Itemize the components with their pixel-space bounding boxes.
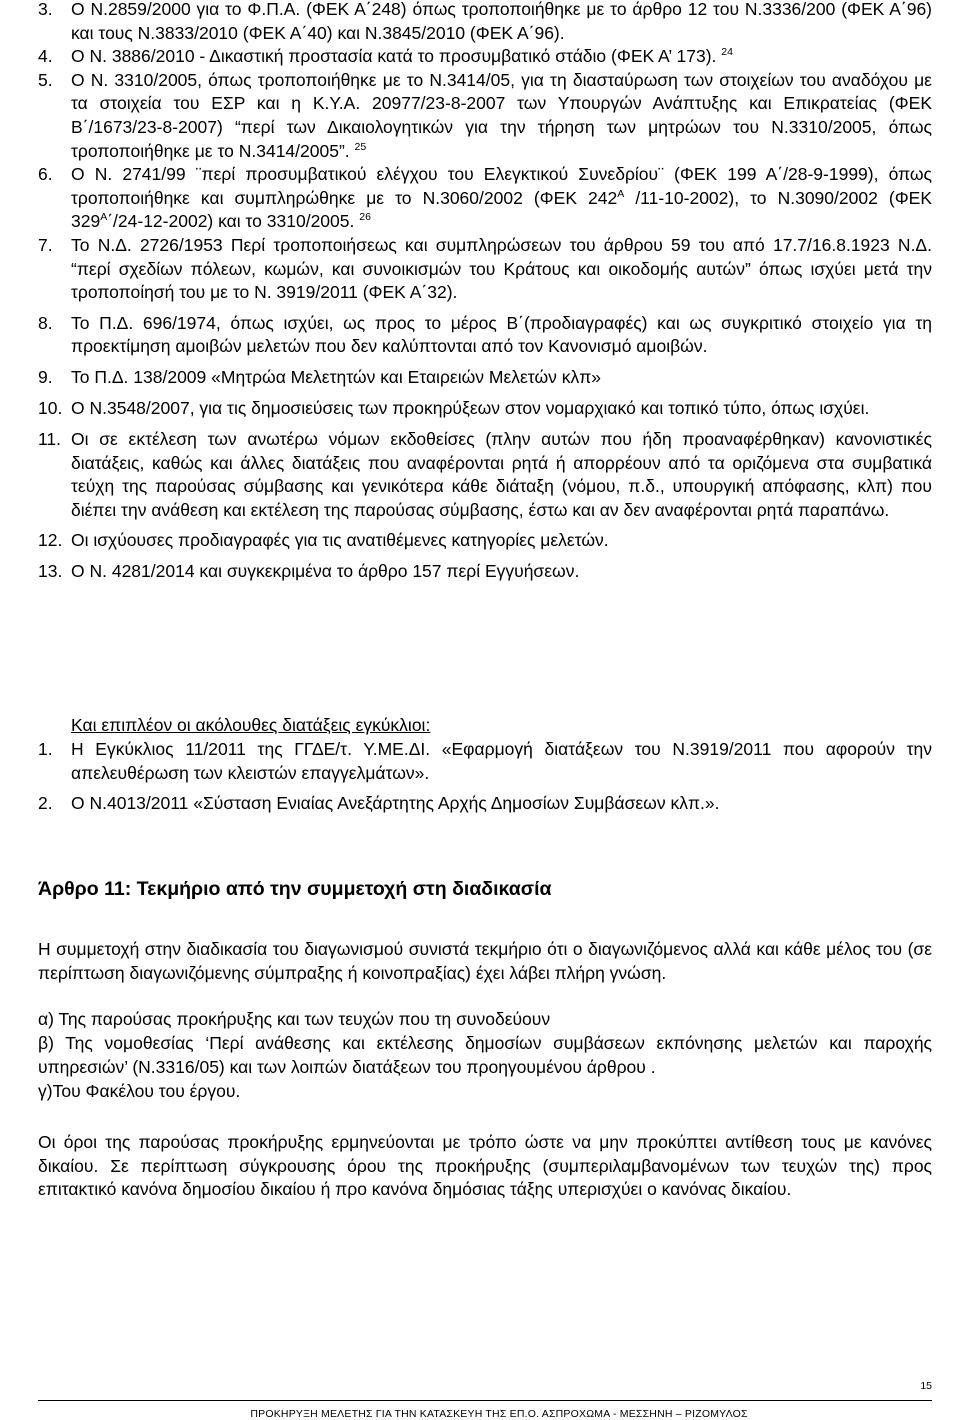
text-run: Ο Ν. 3310/2005, όπως τροποποιήθηκε με το Ν.3414/05, για τη διασταύρωση των στοιχείων του αναδόχου με τα στοιχεία του ΕΣΡ και η Κ.Υ.Α. 20977/23-8-2007 των Υπουργών Ανάπτυξης και Επικρατείας (ΦΕΚ Β΄/1673/23-8-2007) “περί των Δικαιολογητικών για την τήρηση των μητρώων του Ν.3310/2005, όπως τροποποιήθηκε με το Ν.3414/2005”. [71,69,932,161]
list-item [38,529,932,553]
list-item [38,69,932,163]
list-item-text [71,738,932,785]
list-item-number: 12. [38,530,63,551]
footnote-ref: Α [617,187,625,200]
text-run: Οι ισχύουσες προδιαγραφές για τις ανατιθέμενες κατηγορίες μελετών. [71,530,609,551]
list-item-number: 13. [38,561,63,582]
list-item-text [71,234,932,305]
list-item-text [71,0,932,45]
footer-text: ΠΡΟΚΗΡΥΞΗ ΜΕΛΕΤΗΣ ΓΙΑ ΤΗΝ ΚΑΤΑΣΚΕΥΗ ΤΗΣ ΕΠ.Ο. ΑΣΠΡΟΧΩΜΑ - ΜΕΣΣΗΝΗ – ΡΙΖΟΜΥΛΟΣ [250,1408,748,1420]
list-item-number: 11. [38,429,62,450]
list-item [38,397,932,421]
list-item-number: 3. [38,0,53,19]
list-item [38,366,932,390]
page-number: 15 [920,1380,932,1392]
text-run: Η Εγκύκλιος 11/2011 της ΓΓΔΕ/τ. Υ.ΜΕ.ΔΙ. «Εφαρμογή διατάξεων του Ν.3919/2011 που αφορούν την απελευθέρωση των κλειστών επαγγελμάτων». [71,739,932,783]
list-item-number: 1. [38,739,53,759]
list-item [38,234,932,305]
list-item [38,0,932,45]
footnote-ref: 25 [354,140,367,153]
text-run: Το Π.Δ. 696/1974, όπως ισχύει, ως προς το μέρος Β΄(προδιαγραφές) και ως συγκριτικό στοιχείο για τη προεκτίμηση αμοιβών μελετών που δεν καλύπτονται από τον Κανονισμό αμοιβών. [71,312,932,357]
article-paragraph-2: α) Της παρούσας προκήρυξης και των τευχών που τη συνοδεύουν [38,1009,551,1029]
list-item [38,738,932,785]
footnote-ref: Α [100,211,108,224]
list-item-number: 4. [38,46,53,67]
text-run: Το Π.Δ. 138/2009 «Μητρώα Μελετητών και Εταιρειών Μελετών κλπ» [71,366,602,387]
list-item-text [71,69,932,163]
footnote-ref: 24 [721,46,733,59]
list-item-text [71,45,932,69]
text-run: Ο Ν. 4281/2014 και συγκεκριμένα το άρθρο 157 περί Εγγυήσεων. [71,561,580,582]
list-item [38,163,932,234]
list-item-number: 8. [38,312,53,333]
text-run: Ο Ν. 3886/2010 - Δικαστική προστασία κατά το προσυμβατικό στάδιο (ΦΕΚ Α’ 173). [71,46,722,67]
circulars-list [38,738,932,816]
text-run: Ο Ν.2859/2000 για το Φ.Π.Α. (ΦΕΚ Α΄248) όπως τροποποιήθηκε με το άρθρο 12 του Ν.3336/200 (ΦΕΚ Α΄96) και τους Ν.3833/2010 (ΦΕΚ Α΄40) και Ν.3845/2010 (ΦΕΚ Α΄96). [71,0,932,43]
text-run: Το Ν.Δ. 2726/1953 Περί τροποποιήσεως και συμπληρώσεων του άρθρου 59 του από 17.7/16.8.1923 Ν.Δ. “περί σχεδίων πόλεων, κωμών, και συνοικισμών του Κράτους και οικοδομής αυτών” όπως ισχύει μετά την τροποποίησή του με το Ν. 3919/2011 (ΦΕΚ Α΄32). [71,234,932,303]
list-item [38,792,932,816]
footer-divider [38,1400,932,1401]
list-item-number: 9. [38,366,53,387]
text-run: Ο Ν.4013/2011 «Σύσταση Ενιαίας Ανεξάρτητης Αρχής Δημοσίων Συμβάσεων κλπ.». [71,793,720,814]
list-item-text [71,529,932,553]
article-paragraph-5: Οι όροι της παρούσας προκήρυξης ερμηνεύονται με τρόπο ώστε να μην προκύπτει αντίθεση τους με κανόνες δικαίου. Σε περίπτωση σύγκρουσης όρου της προκήρυξης (συμπεριλαμβανομένων των τευχών της) προς επιτακτικό κανόνα δημοσίου δικαίου ή προ κανόνα δημόσιας τάξης υπερισχύει ο κανόνας δικαίου. [38,1132,932,1200]
list-item-number: 7. [38,234,53,255]
list-item [38,312,932,359]
list-item-text [71,163,932,234]
list-item [38,45,932,69]
list-item-text [71,560,932,584]
list-item-number: 10. [38,397,63,418]
list-item-number: 2. [38,793,53,814]
circulars-heading: Και επιπλέον οι ακόλουθες διατάξεις εγκύκλιοι: [71,715,431,735]
page-footer [0,1380,960,1420]
list-item-number: 5. [38,69,53,90]
article-paragraph-4: γ)Του Φακέλου του έργου. [38,1081,241,1101]
list-item-text [71,792,932,816]
text-run: /11-10-2002), το Ν.3090/2002 (ΦΕΚ 329 [71,187,932,232]
article-title: Άρθρο 11: Τεκμήριο από την συμμετοχή στη διαδικασία [38,878,552,900]
text-run: Οι σε εκτέλεση των ανωτέρω νόμων εκδοθείσες (πλην αυτών που ήδη προαναφέρθηκαν) κανονιστικές διατάξεις, καθώς και άλλες διατάξεις που αναφέρονται ρητά ή απορρέουν από τα οριζόμενα στα συμβατικά τεύχη της παρούσας σύμβασης και γενικότερα κάθε διάταξη (νόμου, π.δ., υπουργική απόφασης, κλπ) που διέπει την ανάθεση και εκτέλεση της παρούσας σύμβασης, έστω και αν δεν αναφέρονται ρητά παραπάνω. [71,429,932,520]
footnote-ref: 26 [359,211,371,224]
article-paragraph-3: β) Της νομοθεσίας ‘Περί ανάθεσης και εκτέλεσης δημοσίων συμβάσεων εκπόνησης μελετών και παροχής υπηρεσιών’ (Ν.3316/05) και των λοιπών διατάξεων του προηγουμένου άρθρου . [38,1033,932,1077]
list-item [38,560,932,584]
legislation-list [38,0,932,584]
list-item-text [71,397,932,421]
text-run: ΄/24-12-2002) και το 3310/2005. [107,211,360,232]
text-run: Ο Ν. 2741/99 ¨περί προσυμβατικού ελέγχου του Ελεγκτικού Συνεδρίου¨ (ΦΕΚ 199 Α΄/28-9-1999), όπως τροποποιήθηκε και συμπληρώθηκε με το Ν.3060/2002 (ΦΕΚ 242 [71,164,932,208]
list-item [38,428,932,522]
list-item-number: 6. [38,164,53,185]
text-run: Ο Ν.3548/2007, για τις δημοσιεύσεις των προκηρύξεων στον νομαρχιακό και τοπικό τύπο, όπως ισχύει. [71,397,870,418]
article-paragraph-1: Η συμμετοχή στην διαδικασία του διαγωνισμού συνιστά τεκμήριο ότι ο διαγωνιζόμενος αλλά και κάθε μέλος του (σε περίπτωση διαγωνιζόμενης σύμπραξης ή κοινοπραξίας) έχει λάβει πλήρη γνώση. [38,939,932,983]
list-item-text [71,312,932,359]
list-item-text [71,428,932,522]
list-item-text [71,366,932,390]
